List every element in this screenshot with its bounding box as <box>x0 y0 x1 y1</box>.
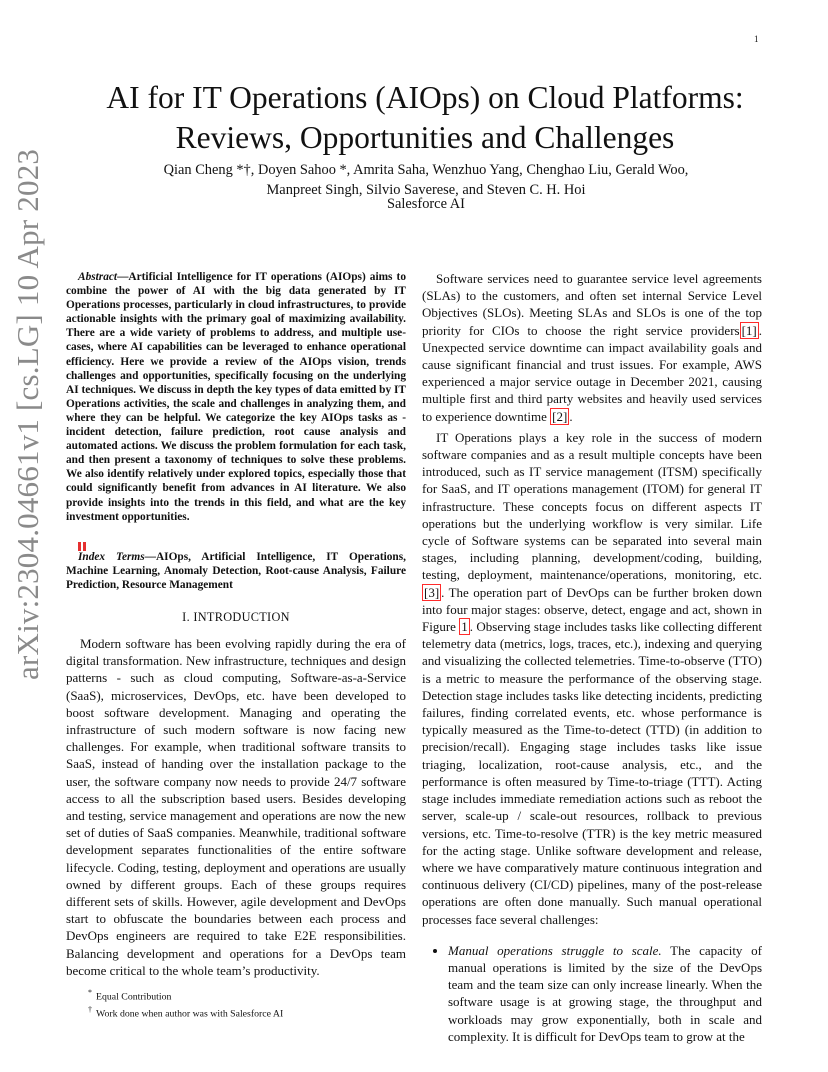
index-terms-body: —AIOps, Artificial Intelligence, IT Operations, Machine Learning, Anomaly Detection, Root-cause Analysis, Failure Prediction, Resource Management <box>66 550 406 591</box>
footnotes <box>88 986 408 1021</box>
arxiv-stamp: arXiv:2304.04661v1 [cs.LG] 10 Apr 2023 <box>10 148 45 680</box>
abstract <box>66 270 406 524</box>
challenges-list <box>422 942 762 1045</box>
slo-paragraph: Software services need to guarantee service level agreements (SLAs) to the customers, and often set internal Service Level Objectives (SLOs). Meeting SLAs and SLOs is one of the top priority for CIOs to choose the right service providers [1] . Unexpected service downtime can impact availability goals and cause significant financial and trust issues. For example, AWS experienced a major service outage in December 2021, causing multiple first and third party websites and heavily used services to experience downtime [2] . <box>422 271 762 424</box>
left-column <box>66 270 406 979</box>
it-operations-paragraph: IT Operations plays a key role in the success of modern software companies and as a result multiple concepts have been introduced, such as IT service management (ITSM) specifically for SaaS, and IT operations management (ITOM) for general IT infrastructure. These concepts focus on different aspects IT operations but the underlying workflow is very similar. Life cycle of Software systems can be separated into several main stages, including planning, development/coding, building, testing, deployment, maintenance/operations, monitoring, etc. [3] . The operation part of DevOps can be further broken down into four major stages: observe, detect, engage and act, shown in Figure 1 . Observing stage includes tasks like collecting different telemetry data (metrics, logs, traces, etc.), indexing and querying and visualizing the collected telemetries. Time-to-observe (TTO) is a metric to measure the performance of the observing stage. Detection stage includes tasks like detecting incidents, predicting failures, finding correlated events, etc. whose performance is typically measured as the Time-to-detect (TTD) (in addition to precision/recall). Engaging stage includes tasks like issue triaging, localization, root-cause analysis, etc., and the performance is often measured by Time-to-triage (TTT). Acting stage includes immediate remediation actions such as reboot the server, scale-up / scale-out resources, rollback to previous versions, etc. Time-to-resolve (TTR) is the key metric measured for the acting stage. Unlike software development and release, where we have comparatively mature continuous integration and continuous delivery (CI/CD) pipelines, many of the post-release operations are often done manually. Such manual operational processes face several challenges: <box>422 429 762 927</box>
footnote-mark-dagger: † <box>88 1005 92 1015</box>
index-terms-lead: Index Terms <box>78 550 145 563</box>
citation-link-1[interactable]: [1] <box>741 322 757 338</box>
right-column <box>422 270 762 1045</box>
citation-link-3[interactable]: [3] <box>424 584 440 600</box>
section-heading-introduction: I. INTRODUCTION <box>182 609 290 624</box>
figure-link-1[interactable]: 1 <box>461 619 468 635</box>
index-terms <box>66 550 406 592</box>
bullet-body: The capacity of manual operations is limited by the size of the DevOps team and the team size can only increase linearly. When the software usage is at growing stage, the throughput and workloads may grow exponentially, both in scale and complexity. It is difficult for DevOps team to grow at the <box>448 942 762 1044</box>
authors-line-1: Qian Cheng *†, Doyen Sahoo *, Amrita Saha, Wenzhuo Yang, Chenghao Liu, Gerald Woo, <box>163 162 689 178</box>
affiliation: Salesforce AI <box>387 196 465 212</box>
citation-link-2[interactable]: [2] <box>552 408 568 424</box>
title-line-2: Reviews, Opportunities and Challenges <box>175 120 675 155</box>
authors-line-2: Manpreet Singh, Silvio Saverese, and Steven C. H. Hoi <box>266 182 586 198</box>
list-item <box>448 942 762 1045</box>
paper-title <box>60 78 790 158</box>
intro-paragraph: Modern software has been evolving rapidly during the era of digital transformation. New infrastructure, techniques and design patterns - such as cloud computing, Software-as-a-Service (SaaS), microservices, DevOps, etc. have been developed to boost software development. Managing and operating the infrastructure of such modern software is now facing new challenges. For example, when traditional software transits to SaaS, instead of handing over the installation package to the user, the software company now needs to provide 24/7 software access to all the subscription based users. Besides developing and testing, service management and operations are now the new set of duties of SaaS companies. Meanwhile, traditional software development separates functionalities of the entire software lifecycle. Coding, testing, deployment and operations are usually owned by different groups. Each of these groups requires different sets of skills. However, agile development and DevOps start to obfuscate the boundaries between each process and DevOps engineers are required to take E2E responsibilities. Balancing development and operations for a DevOps team become critical to the whole team’s productivity. <box>66 635 406 978</box>
bullet-lead: Manual operations struggle to scale. <box>448 942 662 958</box>
bookmark-icon <box>78 538 406 547</box>
title-line-1: AI for IT Operations (AIOps) on Cloud Platforms: <box>106 80 744 115</box>
page-number: 1 <box>754 34 759 44</box>
footnote-equal-contribution: * Equal Contribution <box>88 988 172 1003</box>
abstract-lead: Abstract <box>78 271 118 283</box>
footnote-mark-star: * <box>88 988 92 997</box>
authors <box>90 160 762 200</box>
abstract-body: —Artificial Intelligence for IT operations (AIOps) aims to combine the power of AI with the big data generated by IT Operations processes, particularly in cloud infrastructures, to provide actionable insights with the primary goal of maximizing availability. There are a wide variety of problems to address, and multiple use-cases, where AI capabilities can be leveraged to enhance operational efficiency. Here we provide a review of the AIOps vision, trends challenges and opportunities, specifically focusing on the underlying AI techniques. We discuss in depth the key types of data emitted by IT Operations activities, the scale and challenges in analyzing them, and where they can be helpful. We categorize the key AIOps tasks as - incident detection, failure prediction, root cause analysis and automated actions. We discuss the problem formulation for each task, and then present a taxonomy of techniques to solve these problems. We also identify relatively under explored topics, especially those that could significantly benefit from advances in AI literature. We also provide insights into the trends in this field, and what are the key investment opportunities. <box>66 271 406 523</box>
footnote-salesforce: † Work done when author was with Salesforce AI <box>88 1005 284 1020</box>
